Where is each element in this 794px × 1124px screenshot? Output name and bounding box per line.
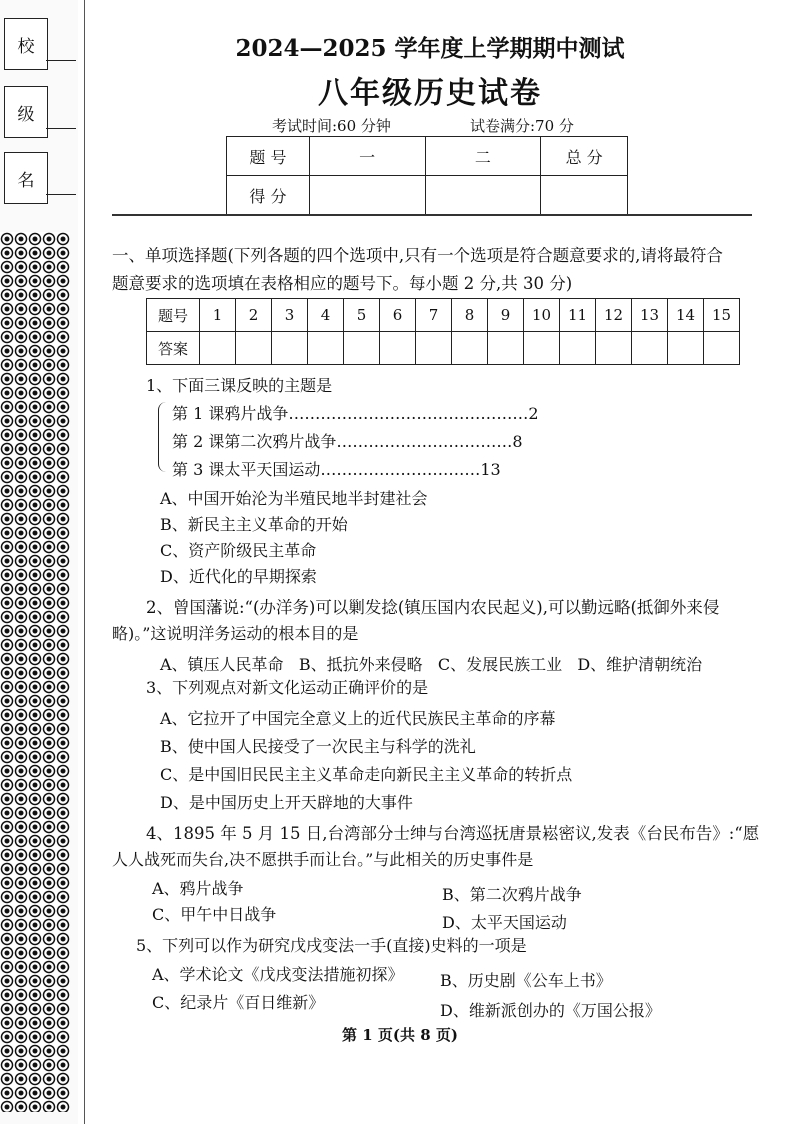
q5-option-b: B、历史剧《公车上书》: [440, 971, 612, 990]
answer-table-number: 12: [596, 299, 632, 332]
name-label: 名: [4, 152, 48, 204]
q3-option-c: C、是中国旧民民主主义革命走向新民主主义革命的转折点: [160, 765, 573, 784]
answer-table-number: 4: [308, 299, 344, 332]
q5-option-a: A、学术论文《戊戌变法措施初探》: [152, 965, 404, 984]
answer-table-number: 6: [380, 299, 416, 332]
q5-option-c: C、纪录片《百日维新》: [152, 993, 325, 1012]
q3-option-a: A、它拉开了中国完全意义上的近代民族民主革命的序幕: [160, 709, 556, 728]
score-row-label: 得 分: [227, 176, 310, 215]
q5-option-d: D、维新派创办的《万国公报》: [440, 1001, 661, 1020]
answer-table-q-label: 题号: [147, 299, 200, 332]
answer-cell[interactable]: [416, 332, 452, 365]
q1-lesson-3: 第 3 课太平天国运动…………………………13: [172, 460, 501, 479]
q1-lesson-2: 第 2 课第二次鸦片战争……………………………8: [172, 432, 523, 451]
score-cell-total[interactable]: [541, 176, 628, 215]
answer-table-a-label: 答案: [147, 332, 200, 365]
answer-cell[interactable]: [236, 332, 272, 365]
answer-cell[interactable]: [524, 332, 560, 365]
q3-option-d: D、是中国历史上开天辟地的大事件: [160, 793, 413, 812]
exam-subtitle: 八年级历史试卷: [318, 76, 542, 111]
q1-option-c: C、资产阶级民主革命: [160, 541, 317, 560]
q3-option-b: B、使中国人民接受了一次民主与科学的洗礼: [160, 737, 476, 756]
answer-cell[interactable]: [452, 332, 488, 365]
answer-table: [146, 298, 740, 365]
page-number: 第 1 页(共 8 页): [342, 1026, 458, 1044]
answer-cell[interactable]: [488, 332, 524, 365]
exam-full-score: 试卷满分:70 分: [470, 117, 574, 135]
answer-cell[interactable]: [272, 332, 308, 365]
binding-line: [84, 0, 85, 1124]
answer-cell[interactable]: [668, 332, 704, 365]
answer-cell[interactable]: [200, 332, 236, 365]
section1-heading-line2: 题意要求的选项填在表格相应的题号下。每小题 2 分,共 30 分): [112, 274, 573, 293]
q4-option-a: A、鸦片战争: [152, 879, 244, 898]
school-label: 校: [4, 18, 48, 70]
q2-options: A、镇压人民革命 B、抵抗外来侵略 C、发展民族工业 D、维护清朝统治: [160, 655, 703, 674]
name-line: [46, 194, 76, 195]
score-header-part2: 二: [425, 137, 541, 176]
answer-table-number: 15: [704, 299, 740, 332]
answer-cell[interactable]: [596, 332, 632, 365]
q2-stem-line2: 略)。”这说明洋务运动的根本目的是: [112, 624, 359, 643]
answer-cell[interactable]: [344, 332, 380, 365]
section1-heading-line1: 一、单项选择题(下列各题的四个选项中,只有一个选项是符合题意要求的,请将最符合: [112, 246, 723, 265]
q3-stem: 3、下列观点对新文化运动正确评价的是: [146, 678, 429, 697]
class-line: [46, 128, 76, 129]
q1-lesson-1: 第 1 课鸦片战争………………………………………2: [172, 404, 539, 423]
answer-cell[interactable]: [560, 332, 596, 365]
q4-stem-line2: 人人战死而失台,决不愿拱手而让台。”与此相关的历史事件是: [112, 850, 534, 869]
score-table: [226, 136, 628, 215]
answer-table-number: 8: [452, 299, 488, 332]
decorative-border-pattern: [0, 232, 70, 1112]
answer-cell[interactable]: [632, 332, 668, 365]
score-cell-part1[interactable]: [309, 176, 425, 215]
q4-option-c: C、甲午中日战争: [152, 905, 277, 924]
q2-stem-line1: 2、曾国藩说:“(办洋务)可以剿发捻(镇压国内农民起义),可以勤远略(抵御外来侵: [146, 598, 720, 617]
exam-title: 2024—2025 学年度上学期期中测试: [235, 35, 625, 62]
answer-table-number: 3: [272, 299, 308, 332]
answer-table-number: 10: [524, 299, 560, 332]
answer-table-number: 11: [560, 299, 596, 332]
score-cell-part2[interactable]: [425, 176, 541, 215]
q4-stem-line1: 4、1895 年 5 月 15 日,台湾部分士绅与台湾巡抚唐景崧密议,发表《台民布告》:“愿: [146, 824, 760, 843]
q1-stem: 1、下面三课反映的主题是: [146, 376, 333, 395]
q1-option-d: D、近代化的早期探索: [160, 567, 317, 586]
q5-stem: 5、下列可以作为研究戊戌变法一手(直接)史料的一项是: [136, 936, 527, 955]
answer-table-number: 13: [632, 299, 668, 332]
answer-table-number: 14: [668, 299, 704, 332]
answer-table-number: 7: [416, 299, 452, 332]
answer-table-number: 1: [200, 299, 236, 332]
score-header-number: 题 号: [227, 137, 310, 176]
q4-option-d: D、太平天国运动: [442, 913, 567, 932]
answer-table-number: 9: [488, 299, 524, 332]
q1-brace: [158, 402, 169, 472]
score-header-part1: 一: [309, 137, 425, 176]
q1-option-b: B、新民主主义革命的开始: [160, 515, 348, 534]
q1-option-a: A、中国开始沦为半殖民地半封建社会: [160, 489, 428, 508]
answer-cell[interactable]: [308, 332, 344, 365]
school-line: [46, 60, 76, 61]
score-header-total: 总 分: [541, 137, 628, 176]
answer-table-number: 2: [236, 299, 272, 332]
q4-option-b: B、第二次鸦片战争: [442, 885, 582, 904]
answer-table-number: 5: [344, 299, 380, 332]
answer-cell[interactable]: [380, 332, 416, 365]
answer-cell[interactable]: [704, 332, 740, 365]
class-label: 级: [4, 86, 48, 138]
exam-time: 考试时间:60 分钟: [272, 117, 391, 135]
header-divider: [112, 214, 752, 216]
